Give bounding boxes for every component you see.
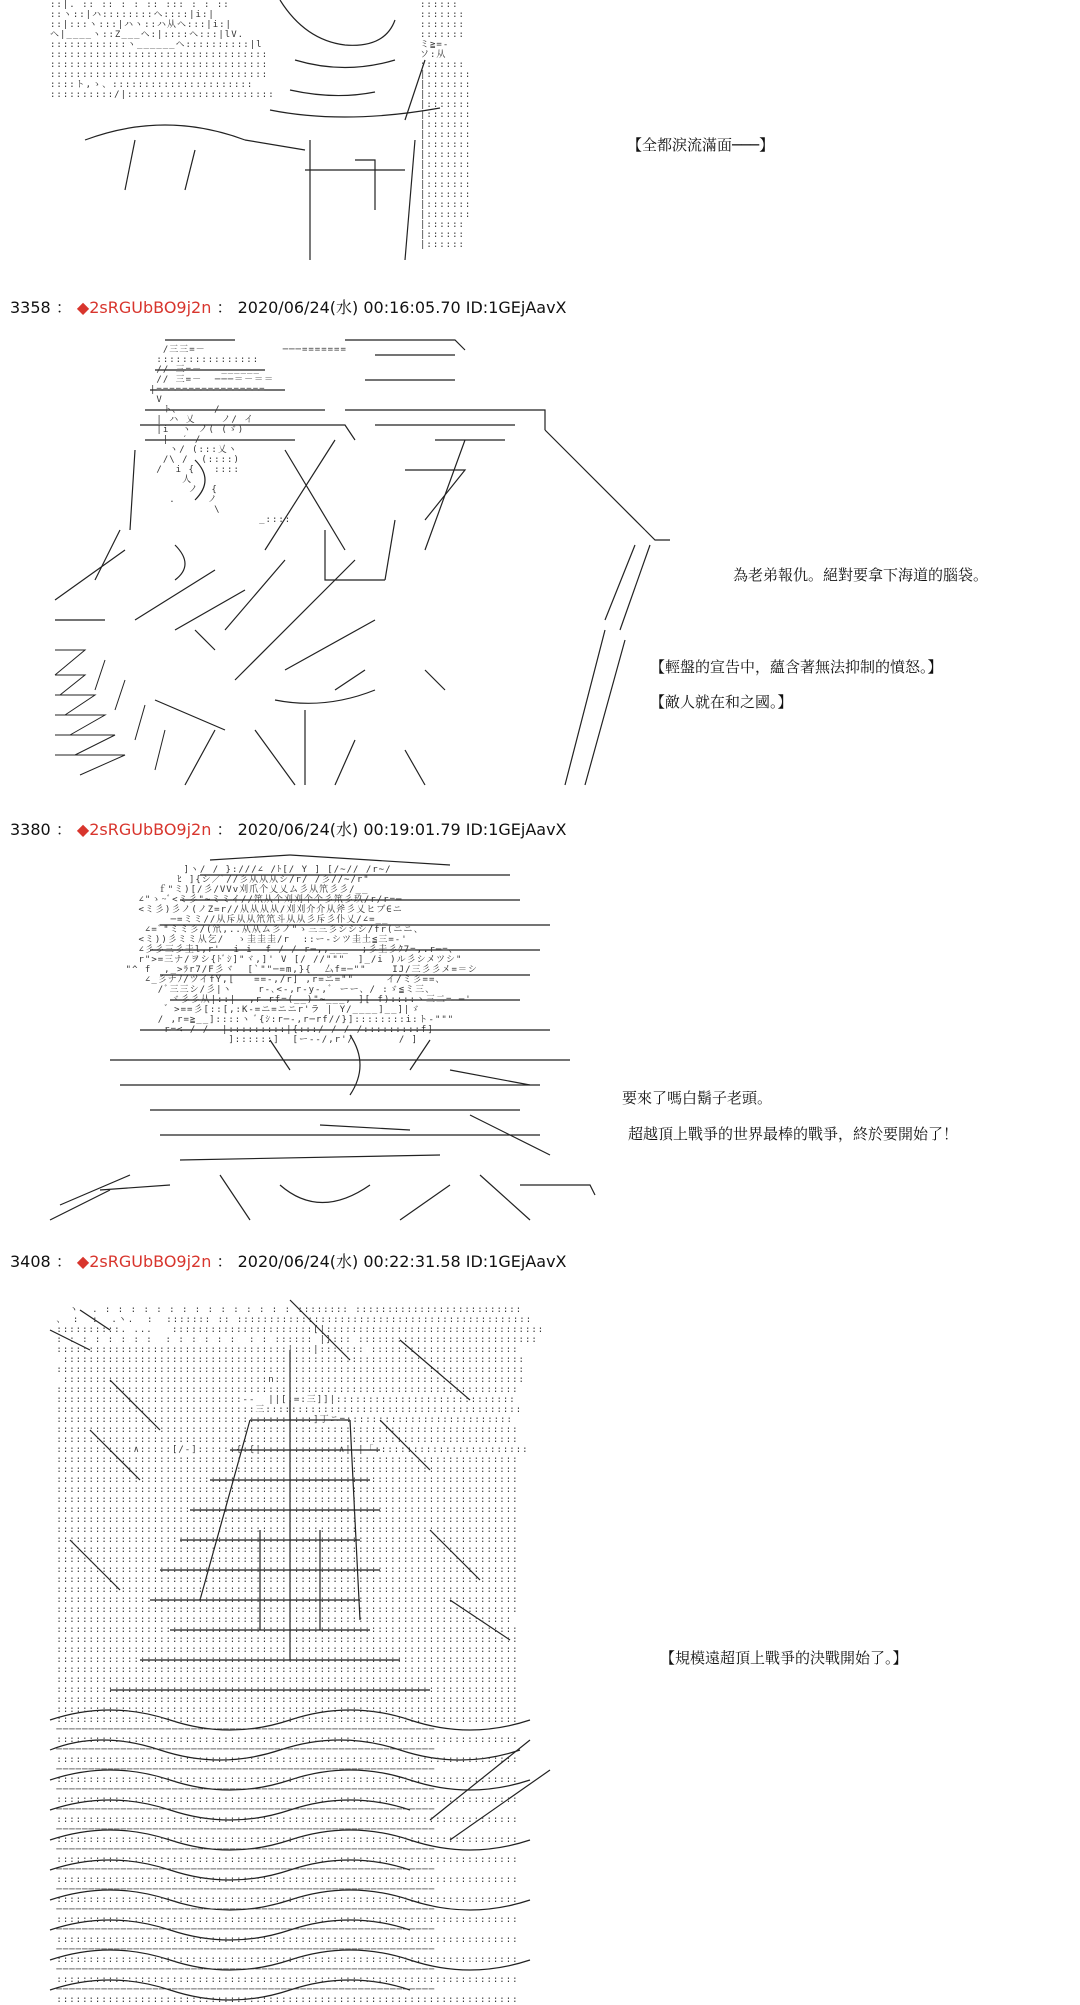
poster-name[interactable]: 2sRGUbBO9j2n	[89, 1252, 212, 1271]
post-separator: ：	[55, 1252, 72, 1271]
caption-final-battle: 【規模遠超頂上戰爭的決戰開始了。】	[660, 1649, 908, 1667]
post-number: 3408	[10, 1252, 51, 1271]
post-separator: ：	[216, 298, 233, 317]
caption-greatest-war: 超越頂上戰爭的世界最棒的戰爭，終於要開始了！	[628, 1125, 959, 1143]
caption-whitebeard: 要來了嗎白鬍子老頭。	[622, 1089, 773, 1107]
poster-name[interactable]: 2sRGUbBO9j2n	[89, 298, 212, 317]
diamond-icon: ◆	[76, 820, 90, 839]
post-datetime: 2020/06/24(水) 00:22:31.58 ID:1GEjAavX	[237, 1252, 567, 1271]
post-separator: ：	[55, 820, 72, 839]
caption-enemy-wano: 【敵人就在和之國。】	[650, 693, 793, 711]
post-separator: ：	[216, 820, 233, 839]
ascii-art-texture-right: :::::: ::::::: ::::::: ::::::: ミ≧=- ソ:从 ::::::: |::::::: |::::::: |::::::: |::::::: |::::::: |::::::: |::::::: |::::::: |::::::: |::::::: |::::::: |::::::: |::::::: |::::::: |::::::: |:::::: |:::::: |::::::	[420, 0, 472, 250]
diamond-icon: ◆	[76, 1252, 90, 1271]
post-datetime: 2020/06/24(水) 00:16:05.70 ID:1GEjAavX	[237, 298, 567, 317]
post-header	[10, 298, 567, 318]
caption-tears: 【全都淚流滿面───】	[627, 136, 775, 154]
post-header	[10, 1252, 567, 1272]
ascii-art-texture: ]ヽ/ / }:///∠ /ﾄ[/ Y ] [/~// /r~/ ﾋ ]{シ／ﾞ//彡从从从シ/r/ /彡//~/r" ｆ"ミ)[/彡/VVv刈爪个乂乂ム彡从笊彡彡/__ ∠"ゝ~ﾞ<ミ彡"~ミミイ//笊从个刈刈个个彡笊彡玖/r/r=─ <ミ彡)彡ノ(ノZ=r//从从从从/刈刈介介从斧彡乂ヒブ∈ニ ─=ミミ//从斥从从笊笊斗从从彡斥彡仆乂/∠=__ ∠=ﾞ"ミミ彡/(笊,..从从ム彡ノ"ゝ三三彡シシシ/fr(ニニ、 <ミ))彡ミミ从乞/ ゝ圭圭圭/r ::ー-シツ圭土≦三=-' ∠彡彡三彡圭l,r' i i f / / r─,,___ ;彡圭彡ｸ7=,.r─=、 r">=三ナ/ヲシ{ﾄﾞｼ]"ヾ,]' V [/ //""" ]_/i )ル彡シメツシ" "^ f ,_>ﾗr7/F彡ヾ [`""─=m,}{ 厶f=─"" IJ/三彡彡メ=＝シ ∠_彡ナﾉ/ツイfY,[ ==-,/r] ,r=ニ="" イ/ミ彡==、 /ﾞ三三シ/彡|ヽ r-､<-,r-y-,ﾞ ーー、/ :ゞ≦ミ三、 ゞ彡彡从|::| ,r rf=(__)"~___, ][ f)::::ヽ三二=-─' ゛>==彡[::[,:K-=ニ=ニニr'ラ | Y/____]__]|ゞ / ,r=≧__]::::ヽ ﾞ{ｼ:r─-,r─rf//}]::::::::i:ト-""" r=< / / |:::::::::|{:::/ / / /:::::::::f] ]::::::] [ー--/,r'/ / ]	[125, 865, 478, 1045]
ascii-art-texture: ヽ . : : : : : : : : : : : : : : : :::::::: :::::::::::::::::::::::::: 、 : : .ヽ. : ::::::: :: :::::::::::::::::::::::::::::::::::::::::::::: ::::::::::. ... ::::::::::::::::::::::[|:::::::::::::::::::::::::::::::::: : : : : : : : : : : : : : : : : :::::: |}::: :::::::::::::::::::::::::::: ::::::::::::::::::::::::::::::::::::|:::|::::::: ::::::::::::::::::::::: :::::::::::::::::::::::::::::::::::::::::::::::::::::::::::::::::::::::: ::::::::::::::::::::::::::::::::::::::::::::::::::::::::::::::::::::::::: ::::::::::::::::::::::::::::::::n::::::::::::::::::::::::::::::::::::::: :::::::::::::::::::::::::::::::::::::::::::::::::::::::::::::::::::::::: :::::::::::::::::::::::::::::-- ||[:=:三]]|:::::::::::::::::::::::::::: :::::::::::::::::::::::::::::::三:::::::::::::::::::::::::::::::::::::::: ::::::::::::::::::::::::::::::::::::::::]丁ニ=:::::::::::::::::::::::::: :::::::::::::::::::::::::::::::::::::::::::::::::::::::::::::::::::::::: :::::::::::::::::::::::::::::::::::::::::::::::::::::::::::::::::::::::: ::::::::::::∧:::::[/-]::::::{:{|::::::::::::∧|-|「:::::::::::::::::::::::: :::::::::::::::::::::::::::::::::::::::::::::::::::::::::::::::::::::::: :::::::::::::::::::::::::::::::::::::::::::::::::::::::::::::::::::::::: :::::::::::::::::::::::::::::::::::::::::::::::::::::::::::::::::::::::: :::::::::::::::::::::::::::::::::::::::::::::::::::::::::::::::::::::::: :::::::::::::::::::::::::::::::::::::::::::::::::::::::::::::::::::::::: :::::::::::::::::::::::::::::::::::::::::::::::::::::::::::::::::::::::: :::::::::::::::::::::::::::::::::::::::::::::::::::::::::::::::::::::::: :::::::::::::::::::::::::::::::::::::::::::::::::::::::::::::::::::::::: :::::::::::::::::::::::::::::::::::::::::::::::::::::::::::::::::::::::: :::::::::::::::::::::::::::::::::::::::::::::::::::::::::::::::::::::::: :::::::::::::::::::::::::::::::::::::::::::::::::::::::::::::::::::::::: :::::::::::::::::::::::::::::::::::::::::::::::::::::::::::::::::::::::: :::::::::::::::::::::::::::::::::::::::::::::::::::::::::::::::::::::::: :::::::::::::::::::::::::::::::::::::::::::::::::::::::::::::::::::::::: :::::::::::::::::::::::::::::::::::::::::::::::::::::::::::::::::::::::: :::::::::::::::::::::::::::::::::::::::::::::::::::::::::::::::::::::::: ::::::::::::::::::::::::::::::::::::::::::::::::::::::::::::::::::::::: :::::::::::::::::::::::::::::::::::::::::::::::::::::::::::::::::::::::: :::::::::::::::::::::::::::::::::::::::::::::::::::::::::::::::::::::::: :::::::::::::::::::::::::::::::::::::::::::::::::::::::::::::::::::::::: :::::::::::::::::::::::::::::::::::::::::::::::::::::::::::::::::::::::: :::::::::::::::::::::::::::::::::::::::::::::::::::::::::::::::::::::::: :::::::::::::::::::::::::::::::::::::::::::::::::::::::::::::::::::::::: :::::::::::::::::::::::::::::::::::::::::::::::::::::::::::::::::::::::: :::::::::::::::::::::::::::::::::::::::::::::::::::::::::::::::::::::::: :::::::::::::::::::::::::::::::::::::::::::::::::::::::::::::::::::::::: :::::::::::::::::::::::::::::::::::::::::::::::::::::::::::::::::::::::: ─────────────────────────────────────────────────────────── :::::::::::::::::::::::::::::::::::::::::::::::::::::::::::::::::::::::: ─────────────────────────────────────────────────────────── :::::::::::::::::::::::::::::::::::::::::::::::::::::::::::::::::::::::: ─────────────────────────────────────────────────────────── :::::::::::::::::::::::::::::::::::::::::::::::::::::::::::::::::::::::: ─────────────────────────────────────────────────────────── :::::::::::::::::::::::::::::::::::::::::::::::::::::::::::::::::::::::: ─────────────────────────────────────────────────────────── :::::::::::::::::::::::::::::::::::::::::::::::::::::::::::::::::::::::: ─────────────────────────────────────────────────────────── :::::::::::::::::::::::::::::::::::::::::::::::::::::::::::::::::::::::: ─────────────────────────────────────────────────────────── :::::::::::::::::::::::::::::::::::::::::::::::::::::::::::::::::::::::: ─────────────────────────────────────────────────────────── :::::::::::::::::::::::::::::::::::::::::::::::::::::::::::::::::::::::: ─────────────────────────────────────────────────────────── :::::::::::::::::::::::::::::::::::::::::::::::::::::::::::::::::::::::: ─────────────────────────────────────────────────────────── :::::::::::::::::::::::::::::::::::::::::::::::::::::::::::::::::::::::: ─────────────────────────────────────────────────────────── :::::::::::::::::::::::::::::::::::::::::::::::::::::::::::::::::::::::: ─────────────────────────────────────────────────────────── :::::::::::::::::::::::::::::::::::::::::::::::::::::::::::::::::::::::: ─────────────────────────────────────────────────────────── :::::::::::::::::::::::::::::::::::::::::::::::::::::::::::::::::::::::: ─────────────────────────────────────────────────────────── ::::::::::::::::::::::::::::::::::::::::::::::::::::::::::::::::::::::::	[56, 1305, 545, 2005]
caption-declaration: 【輕盤的宣告中，蘊含著無法抑制的憤怒。】	[650, 658, 943, 676]
post-header	[10, 820, 567, 840]
ascii-art-texture: ::|. :: :: : : :: ::: : : :: ::ヽ::|ハ::::::::ヘ::::|i:| ::|:::ヽ:::|ハヽ::ハ从ヘ:::|i:| ヘ|____ヽ::Z___ヘ:|::::ヘ:::|lV. ::::::::::::ヽ______ヘ::::::::::|l :::::::::::::::::::::::::::::::::: :::::::::::::::::::::::::::::::::: :::::::::::::::::::::::::::::::::: ::::ト,ゝ、:::::::::::::::::::::: ::::::::::/|:::::::::::::::::::::::	[50, 0, 275, 100]
post-separator: ：	[55, 298, 72, 317]
poster-name[interactable]: 2sRGUbBO9j2n	[89, 820, 212, 839]
post-number: 3380	[10, 820, 51, 839]
post-separator: ：	[216, 1252, 233, 1271]
ascii-art-texture: /三三=－ ───======= :::::::::::::::: // 三=－ ______ // 三=－ ───＝－＝＝ |================= V ト、 / | ハ 乂 ノ/ イ |i ヽ ノ( (ゞ) | ′ / ヽ/ (:::乂ヽ /\ / (::::) / i { :::: 人 ノ { . ノ \ _::::	[150, 345, 347, 525]
post-number: 3358	[10, 298, 51, 317]
diamond-icon: ◆	[76, 298, 90, 317]
post-datetime: 2020/06/24(水) 00:19:01.79 ID:1GEjAavX	[237, 820, 567, 839]
caption-revenge: 為老弟報仇。絕對要拿下海道的腦袋。	[733, 566, 989, 584]
